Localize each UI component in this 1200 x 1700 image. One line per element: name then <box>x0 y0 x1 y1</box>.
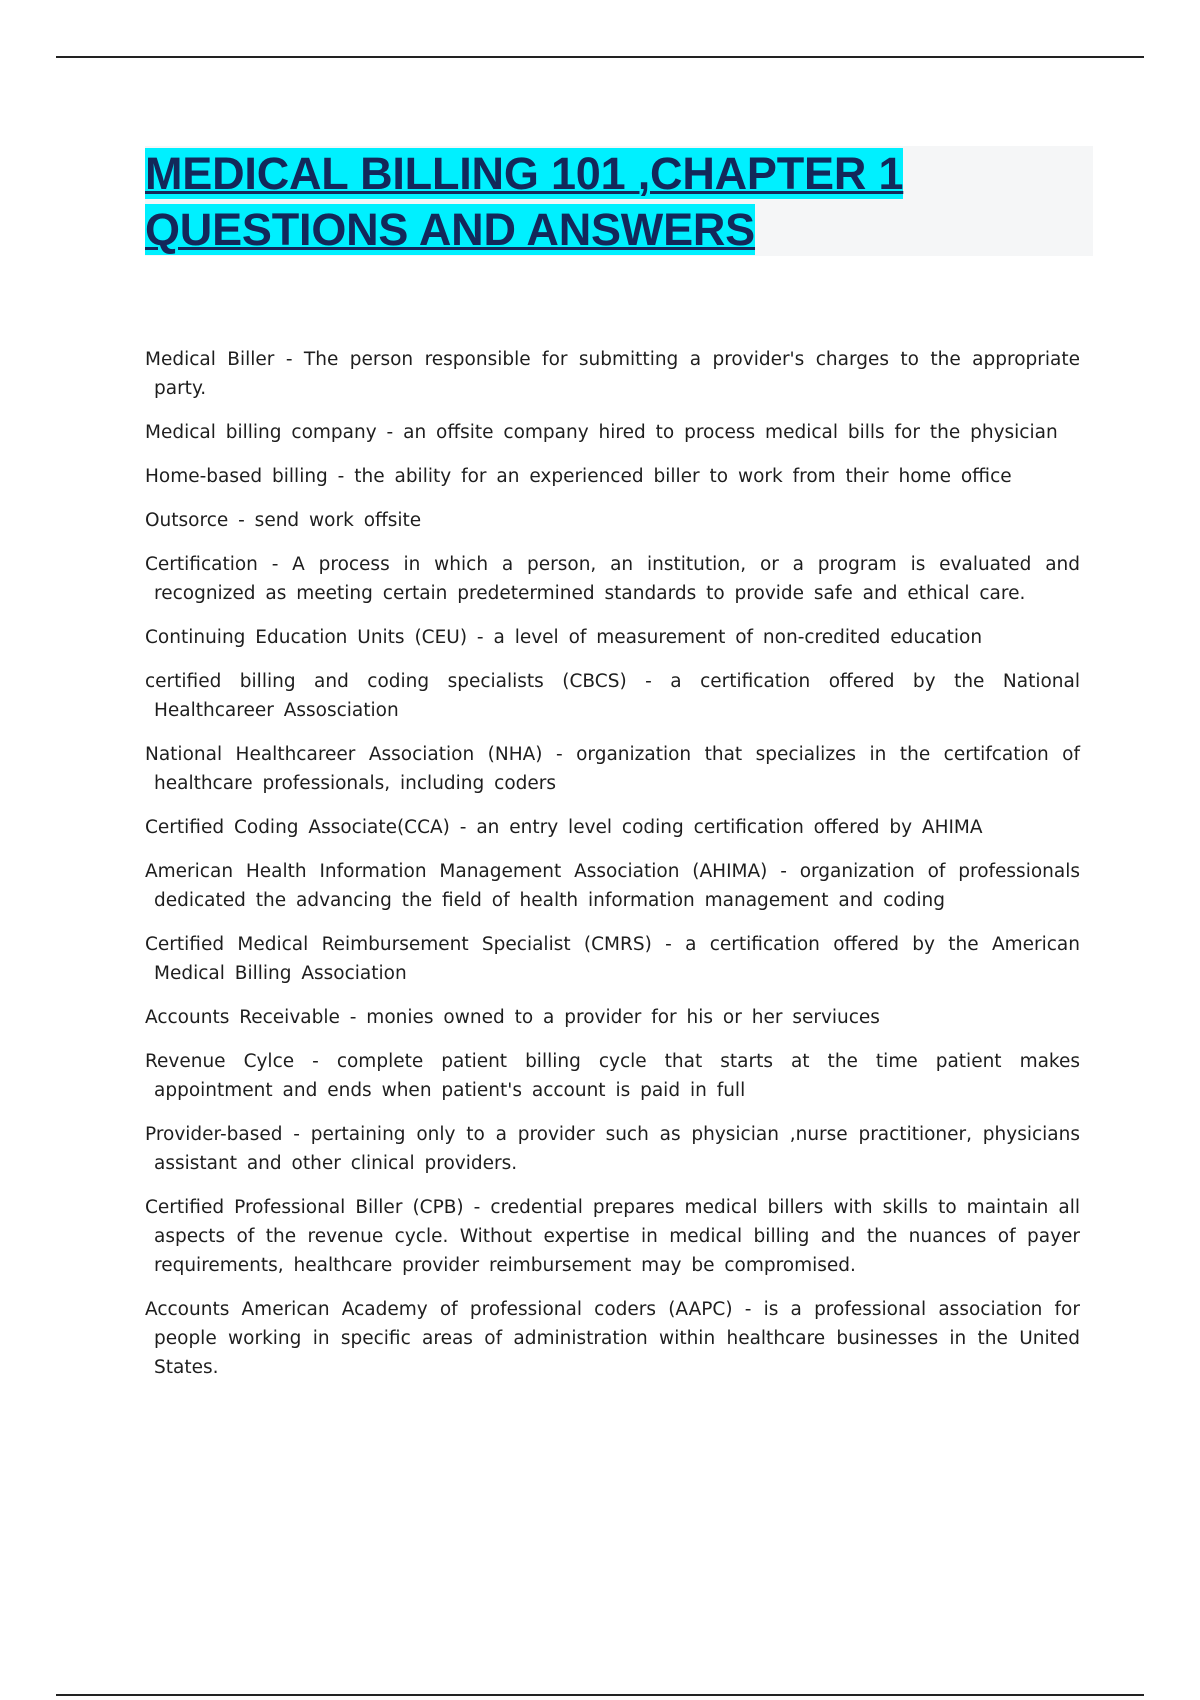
qa-entry-cbcs: certified billing and coding specialists (CBCS) - a certification offered by the National Healthcareer Assosciation <box>145 671 1080 721</box>
qa-entry-certification: Certification - A process in which a person, an institution, or a program is evaluated and recognized as meeting certain predetermined standards to provide safe and ethical care. <box>145 554 1080 604</box>
qa-entry-nha: National Healthcareer Association (NHA) - organization that specializes in the certifcation of healthcare professionals, including coders <box>145 744 1080 794</box>
qa-list <box>145 345 1080 1397</box>
qa-entry-provider-based: Provider-based - pertaining only to a provider such as physician ,nurse practitioner, physicians assistant and other clinical providers. <box>145 1124 1080 1174</box>
header-rule <box>56 56 1144 58</box>
footer-rule <box>56 1694 1144 1696</box>
qa-entry-outsource: Outsorce - send work offsite <box>145 510 422 531</box>
qa-entry-home-based-billing: Home-based billing - the ability for an experienced biller to work from their home office <box>145 466 1012 487</box>
qa-entry-medical-billing-company: Medical billing company - an offsite company hired to process medical bills for the physician <box>145 422 1058 443</box>
qa-entry-revenue-cycle: Revenue Cylce - complete patient billing cycle that starts at the time patient makes appointment and ends when patient's account is paid in full <box>145 1051 1080 1101</box>
qa-entry-ahima: American Health Information Management Association (AHIMA) - organization of professionals dedicated the advancing the field of health information management and coding <box>145 861 1080 911</box>
qa-entry-aapc: Accounts American Academy of professional coders (AAPC) - is a professional association for people working in specific areas of administration within healthcare businesses in the United States. <box>145 1299 1080 1378</box>
qa-entry-cca: Certified Coding Associate(CCA) - an entry level coding certification offered by AHIMA <box>145 817 983 838</box>
qa-entry-cpb: Certified Professional Biller (CPB) - credential prepares medical billers with skills to maintain all aspects of the revenue cycle. Without expertise in medical billing and the nuances of payer requirements, healthcare provider reimbursement may be compromised. <box>145 1197 1080 1276</box>
qa-entry-medical-biller: Medical Biller - The person responsible for submitting a provider's charges to the appropriate party. <box>145 349 1080 399</box>
qa-entry-ceu: Continuing Education Units (CEU) - a level of measurement of non-credited education <box>145 627 983 648</box>
title-line-1: MEDICAL BILLING 101 ,CHAPTER 1 <box>145 148 904 199</box>
title-block <box>145 146 1093 256</box>
page-title <box>145 146 1093 258</box>
qa-entry-accounts-receivable: Accounts Receivable - monies owned to a provider for his or her serviuces <box>145 1007 880 1028</box>
title-line-2: QUESTIONS AND ANSWERS <box>145 204 756 255</box>
qa-entry-cmrs: Certified Medical Reimbursement Specialist (CMRS) - a certification offered by the American Medical Billing Association <box>145 934 1080 984</box>
